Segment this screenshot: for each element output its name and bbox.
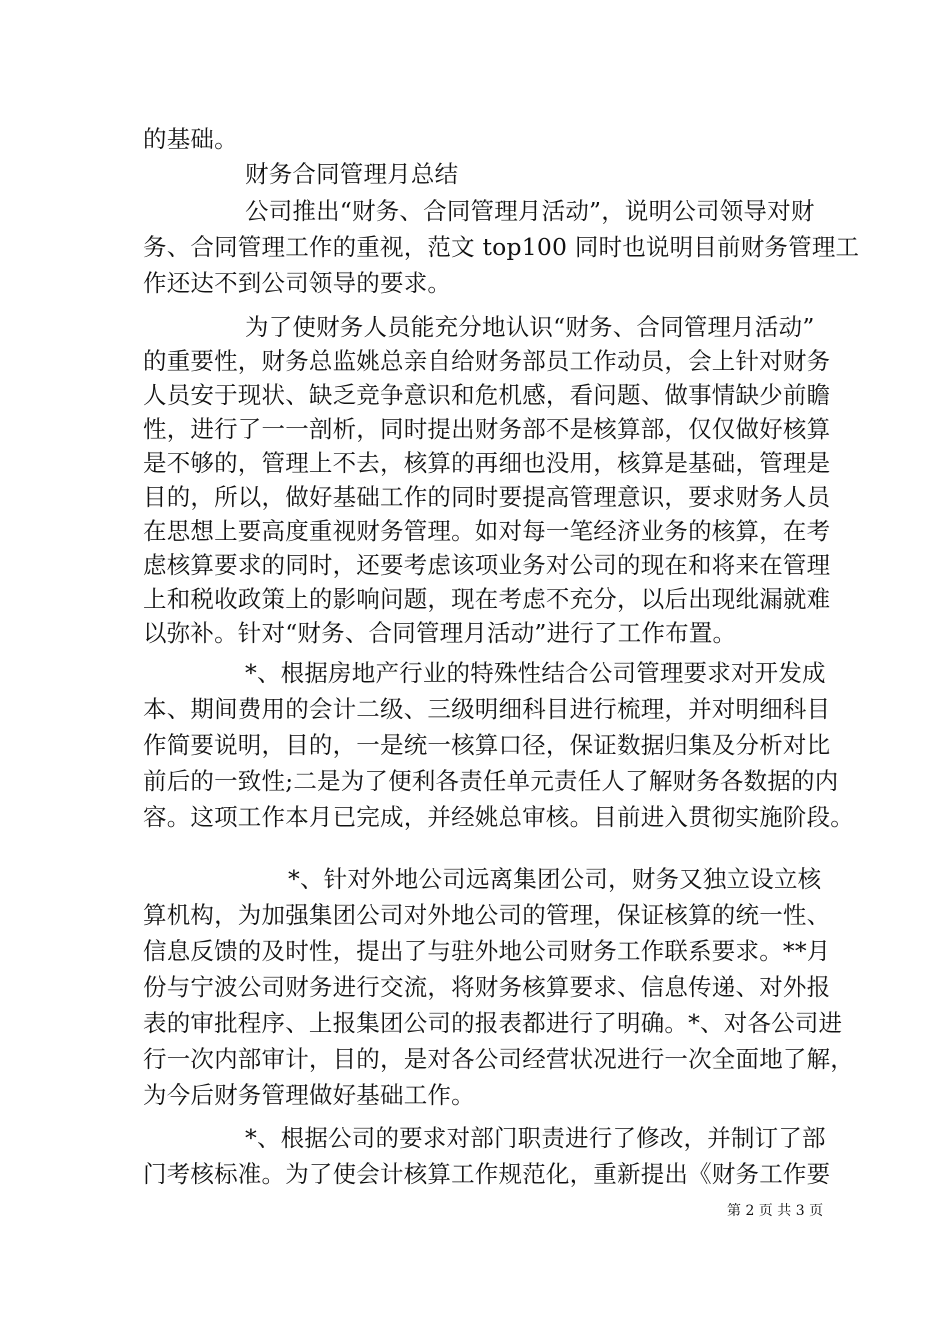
text-line: *、针对外地公司远离集团公司，财务又独立设立核 <box>288 865 822 893</box>
text-line: 虑核算要求的同时，还要考虑该项业务对公司的现在和将来在管理 <box>143 551 831 579</box>
text-line: 以弥补。针对“财务、合同管理月活动”进行了工作布置。 <box>143 619 737 647</box>
text-line: 容。这项工作本月已完成，并经姚总审核。目前进入贯彻实施阶段。 <box>143 803 854 831</box>
text-line: 是不够的，管理上不去，核算的再细也没用，核算是基础，管理是 <box>143 449 831 477</box>
text-line: 算机构，为加强集团公司对外地公司的管理，保证核算的统一性、 <box>143 901 831 929</box>
text-line: 的基础。 <box>143 125 238 153</box>
text-line: 门考核标准。为了使会计核算工作规范化，重新提出《财务工作要 <box>143 1160 831 1188</box>
text-line: 性，进行了一一剖析，同时提出财务部不是核算部，仅仅做好核算 <box>143 415 831 443</box>
text-line: *、根据房地产行业的特殊性结合公司管理要求对开发成 <box>245 659 826 687</box>
page-number-footer: 第 2 页 共 3 页 <box>727 1203 824 1219</box>
text-line: 份与宁波公司财务进行交流，将财务核算要求、信息传递、对外报 <box>143 973 831 1001</box>
text-line: 前后的一致性;二是为了便利各责任单元责任人了解财务各数据的内 <box>143 767 839 795</box>
text-line: 表的审批程序、上报集团公司的报表都进行了明确。*、对各公司进 <box>143 1009 843 1037</box>
text-line: 为今后财务管理做好基础工作。 <box>143 1081 475 1109</box>
text-line: 作还达不到公司领导的要求。 <box>143 269 452 297</box>
text-line: 在思想上要高度重视财务管理。如对每一笔经济业务的核算，在考 <box>143 517 831 545</box>
text-line: 的重要性，财务总监姚总亲自给财务部员工作动员，会上针对财务 <box>143 347 831 375</box>
text-line: 本、期间费用的会计二级、三级明细科目进行梳理，并对明细科目 <box>143 695 831 723</box>
section-title: 财务合同管理月总结 <box>245 160 459 188</box>
text-line: 务、合同管理工作的重视，范文 top100 同时也说明目前财务管理工 <box>143 233 860 261</box>
text-line: 信息反馈的及时性，提出了与驻外地公司财务工作联系要求。**月 <box>143 937 831 965</box>
text-line: 行一次内部审计，目的，是对各公司经营状况进行一次全面地了解， <box>143 1045 854 1073</box>
text-line: 为了使财务人员能充分地认识“财务、合同管理月活动” <box>245 313 815 341</box>
text-line: *、根据公司的要求对部门职责进行了修改，并制订了部 <box>245 1124 826 1152</box>
text-line: 人员安于现状、缺乏竞争意识和危机感，看问题、做事情缺少前瞻 <box>143 381 831 409</box>
text-line: 目的，所以，做好基础工作的同时要提高管理意识，要求财务人员 <box>143 483 831 511</box>
text-line: 上和税收政策上的影响问题，现在考虑不充分，以后出现纰漏就难 <box>143 585 831 613</box>
text-line: 公司推出“财务、合同管理月活动”，说明公司领导对财 <box>245 197 815 225</box>
text-line: 作简要说明，目的，一是统一核算口径，保证数据归集及分析对比 <box>143 731 831 759</box>
